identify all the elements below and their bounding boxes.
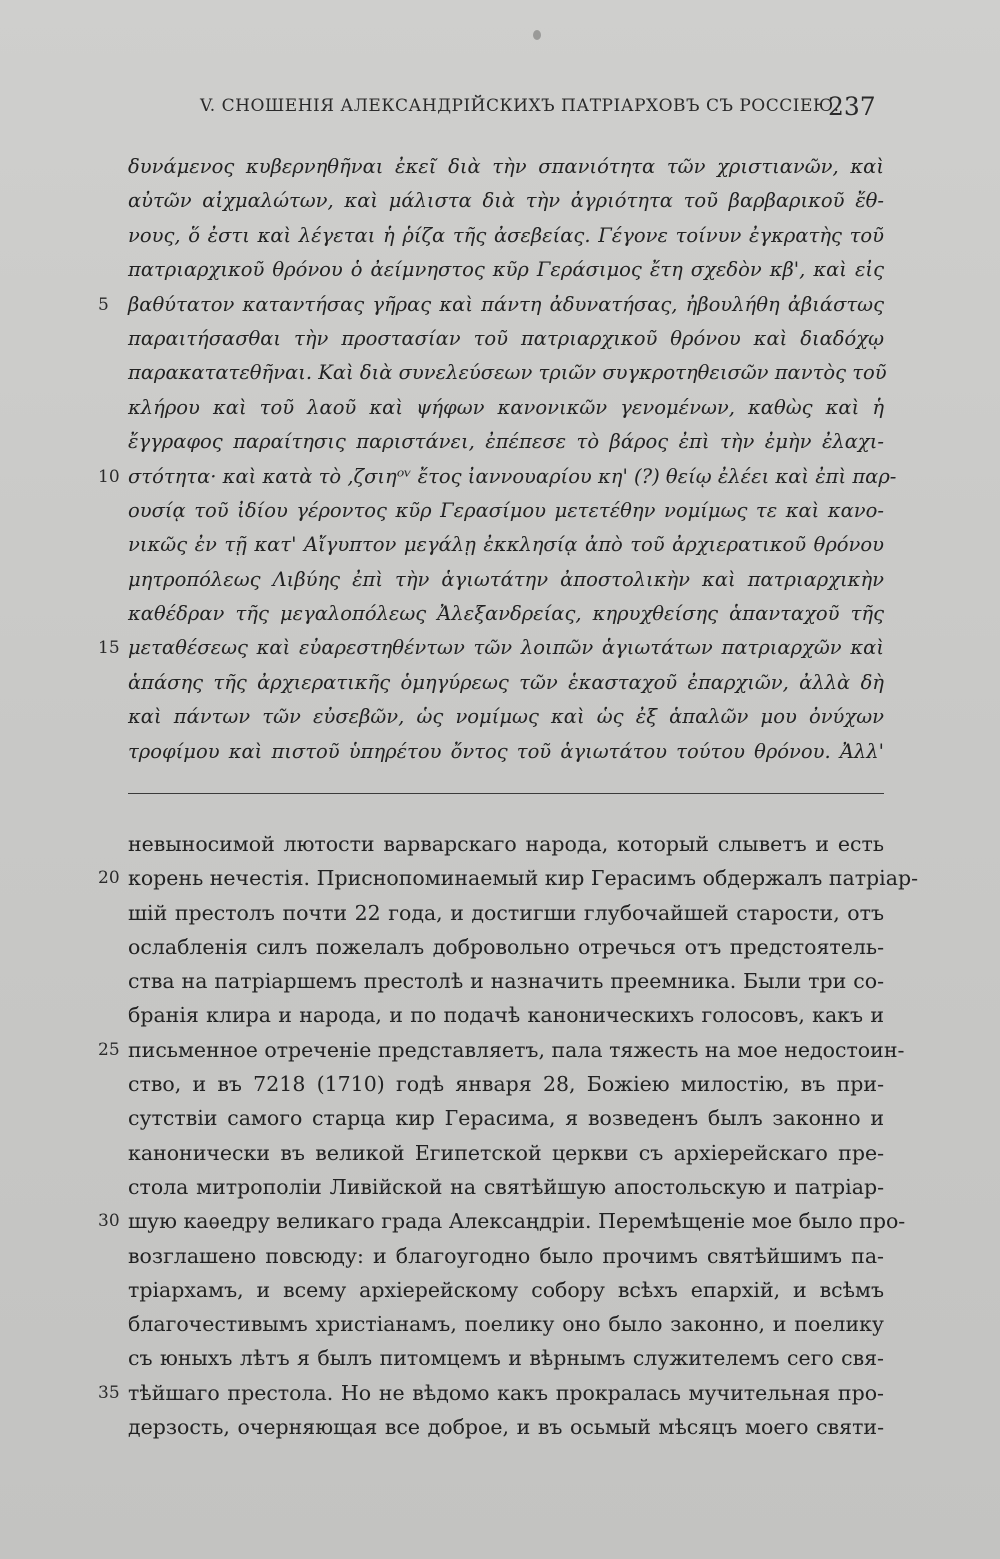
line-text: στότητα· καὶ κατὰ τὸ ‚ζσιηᵒᵛ ἔτος ἰαννουαρίου κη' (?) θείῳ ἐλέει καὶ ἐπὶ παρ- <box>128 464 897 488</box>
line-text: канонически въ великой Египетской церкви съ архіерейскаго пре- <box>128 1140 884 1165</box>
text-line <box>98 631 884 665</box>
line-text: νους, ὅ ἐστι καὶ λέγεται ἡ ῥίζα τῆς ἀσεβείας. Γέγονε τοίνυν ἐγκρατὴς τοῦ <box>128 223 884 247</box>
text-line <box>128 666 884 700</box>
line-text: βαθύτατον καταντήσας γῆρας καὶ πάντη ἀδυνατήσας, ἠβουλήθη ἀβιάστως <box>128 292 884 316</box>
text-line <box>128 735 884 769</box>
text-line <box>128 184 884 218</box>
text-line <box>128 1170 884 1204</box>
footnote-divider <box>128 793 884 794</box>
line-text: δυνάμενος κυβερνηθῆναι ἐκεῖ διὰ τὴν σπανιότητα τῶν χριστιανῶν, καὶ <box>128 155 884 178</box>
text-line <box>128 425 884 459</box>
line-number: 10 <box>98 466 120 487</box>
text-line <box>128 1341 884 1375</box>
greek-text-block <box>98 150 897 769</box>
text-line <box>128 827 884 861</box>
text-line <box>128 1239 884 1273</box>
line-text: невыносимой лютости варварскаго народа, который слыветъ и есть <box>128 832 884 856</box>
line-text: καθέδραν τῆς μεγαλοπόλεως Ἀλεξανδρείας, κηρυχθείσης ἁπανταχοῦ τῆς <box>128 602 884 626</box>
text-line <box>98 1376 884 1410</box>
line-text: ослабленія силъ пожелалъ добровольно отречься отъ предстоятель- <box>128 934 884 959</box>
line-text: πατριαρχικοῦ θρόνου ὁ ἀείμνηστος κῦρ Γεράσιμος ἔτη σχεδὸν κβ', καὶ εἰς <box>128 258 884 282</box>
text-line <box>128 1067 884 1101</box>
line-text: шій престолъ почти 22 года, и достигши глубочайшей старости, отъ <box>128 900 884 925</box>
text-line <box>128 1136 884 1170</box>
line-text: возглашено повсюду: и благоугодно было прочимъ святѣйшимъ па- <box>128 1243 884 1268</box>
running-title: V. СНОШЕНІЯ АЛЕКСАНДРІЙСКИХЪ ПАТРІАРХОВЪ СЪ РОССІЕЮ. <box>200 96 840 116</box>
line-text: шую каѳедру великаго града Алексаңдріи. Перемѣщеніе мое было про- <box>128 1209 906 1234</box>
line-text: ἁπάσης τῆς ἀρχιερατικῆς ὁμηγύρεως τῶν ἑκασταχοῦ ἐπαρχιῶν, ἀλλὰ δὴ <box>128 670 884 694</box>
text-line <box>128 1273 884 1307</box>
line-number: 35 <box>98 1382 120 1403</box>
text-line <box>128 1101 884 1135</box>
text-line <box>128 253 884 287</box>
line-number: 20 <box>98 868 120 889</box>
line-text: стола митрополіи Ливійской на святѣйшую апостольскую и патріар- <box>128 1174 884 1199</box>
line-text: παρακατατεθῆναι. Καὶ διὰ συνελεύσεων τριῶν συγκροτηθεισῶν παντὸς τοῦ <box>128 361 887 385</box>
text-line <box>98 460 897 494</box>
text-line <box>128 356 887 390</box>
text-line <box>128 391 884 425</box>
line-text: ство, и въ 7218 (1710) годѣ января 28, Божіею милостію, въ при- <box>128 1072 884 1097</box>
text-line <box>128 150 884 184</box>
line-text: τροφίμου καὶ πιστοῦ ὑπηρέτου ὄντος τοῦ ἁγιωτάτου τούτου θρόνου. Ἀλλ' <box>128 739 884 763</box>
line-number: 15 <box>98 638 120 659</box>
line-text: сутствіи самого старца кир Герасима, я возведенъ былъ законно и <box>128 1106 884 1131</box>
text-line <box>128 998 884 1032</box>
line-text: благочестивымъ христіанамъ, поелику оно было законно, и поелику <box>128 1312 884 1337</box>
text-line <box>128 219 884 253</box>
line-text: дерзость, очерняющая все доброе, и въ осьмый мѣсяцъ моего святи- <box>128 1415 884 1440</box>
line-text: αὐτῶν αἰχμαλώτων, καὶ μάλιστα διὰ τὴν ἀγριότητα τοῦ βαρβαρικοῦ ἔθ- <box>128 189 884 213</box>
text-line <box>128 597 884 631</box>
line-text: корень нечестія. Приснопоминаемый кир Герасимъ обдержалъ патріар- <box>128 866 919 891</box>
line-text: съ юныхъ лѣтъ я былъ питомцемъ и вѣрнымъ служителемъ сего свя- <box>128 1346 884 1371</box>
russian-translation-block <box>98 827 919 1444</box>
line-text: καὶ πάντων τῶν εὐσεβῶν, ὡς νομίμως καὶ ὡς ἐξ ἁπαλῶν μου ὀνύχων <box>128 705 884 729</box>
page-number: 237 <box>828 92 876 121</box>
text-line <box>128 563 884 597</box>
line-text: νικῶς ἐν τῇ κατ' Αἴγυπτον μεγάλῃ ἐκκλησίᾳ ἀπὸ τοῦ ἀρχιερατικοῦ θρόνου <box>128 533 884 557</box>
line-text: тріархамъ, и всему архіерейскому собору всѣхъ епархій, и всѣмъ <box>128 1277 884 1302</box>
ink-spot <box>533 30 541 40</box>
line-text: письменное отреченіе представляетъ, пала тяжесть на мое недостоин- <box>128 1037 905 1062</box>
line-text: тѣйшаго престола. Но не вѣдомо какъ прокралась мучительная про- <box>128 1380 884 1405</box>
text-line <box>128 896 884 930</box>
text-line <box>98 288 884 322</box>
text-line <box>98 1204 906 1238</box>
line-text: ства на патріаршемъ престолѣ и назначить преемника. Были три со- <box>128 969 884 994</box>
text-line <box>128 1307 884 1341</box>
text-line <box>128 528 884 562</box>
line-text: ουσίᾳ τοῦ ἰδίου γέροντος κῦρ Γερασίμου μετετέθην νομίμως τε καὶ κανο- <box>128 498 884 522</box>
line-number: 5 <box>98 294 109 315</box>
text-line <box>98 1033 905 1067</box>
line-number: 25 <box>98 1039 120 1060</box>
text-line <box>128 322 884 356</box>
text-line <box>128 700 884 734</box>
line-text: μητροπόλεως Λιβύης ἐπὶ τὴν ἁγιωτάτην ἀποστολικὴν καὶ πατριαρχικὴν <box>128 567 884 591</box>
line-text: παραιτήσασθαι τὴν προστασίαν τοῦ πατριαρχικοῦ θρόνου καὶ διαδόχῳ <box>128 326 884 350</box>
line-text: ἔγγραφος παραίτησις παριστάνει, ἐπέπεσε τὸ βάρος ἐπὶ τὴν ἐμὴν ἐλαχι- <box>128 430 884 454</box>
text-line <box>128 930 884 964</box>
line-text: μεταθέσεως καὶ εὐαρεστηθέντων τῶν λοιπῶν ἁγιωτάτων πατριαρχῶν καὶ <box>128 636 884 660</box>
line-text: κλήρου καὶ τοῦ λαοῦ καὶ ψήφων κανονικῶν γενομένων, καθὼς καὶ ἡ <box>128 395 884 419</box>
line-text: бранія клира и народа, и по подачѣ каноническихъ голосовъ, какъ и <box>128 1003 884 1028</box>
text-line <box>128 1410 884 1444</box>
text-line <box>98 861 919 895</box>
text-line <box>128 964 884 998</box>
line-number: 30 <box>98 1211 120 1232</box>
text-line <box>128 494 884 528</box>
